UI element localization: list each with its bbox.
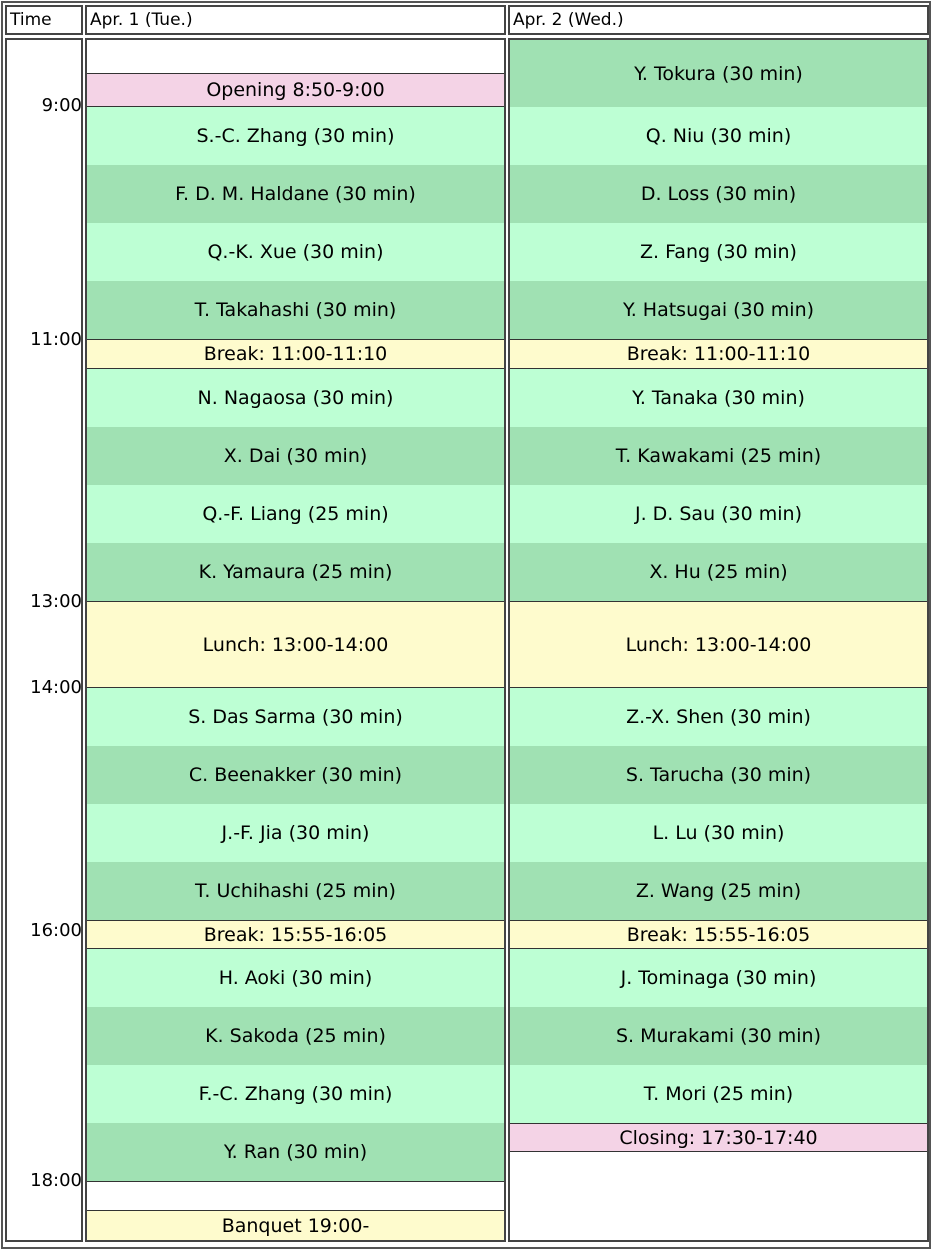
time-label-1300: 13:00	[30, 591, 82, 612]
time-label-1800: 18:00	[30, 1170, 82, 1191]
talk-block: D. Loss (30 min)	[510, 165, 927, 223]
talk-block: K. Yamaura (25 min)	[87, 543, 504, 601]
banquet-block: Banquet 19:00-	[87, 1210, 504, 1240]
break-block: Break: 15:55-16:05	[87, 920, 504, 949]
talk-block: S. Tarucha (30 min)	[510, 746, 927, 804]
talk-block: N. Nagaosa (30 min)	[87, 369, 504, 427]
opening-block: Opening 8:50-9:00	[87, 73, 504, 107]
day1-header: Apr. 1 (Tue.)	[85, 5, 506, 35]
time-column	[5, 38, 83, 1242]
break-block: Break: 15:55-16:05	[510, 920, 927, 949]
talk-block: T. Mori (25 min)	[510, 1065, 927, 1123]
talk-block: J. D. Sau (30 min)	[510, 485, 927, 543]
talk-block: K. Sakoda (25 min)	[87, 1007, 504, 1065]
time-label-0900: 9:00	[41, 95, 82, 116]
talk-block: S. Murakami (30 min)	[510, 1007, 927, 1065]
talk-block: F.-C. Zhang (30 min)	[87, 1065, 504, 1123]
day2-header: Apr. 2 (Wed.)	[508, 5, 929, 35]
talk-block: T. Takahashi (30 min)	[87, 281, 504, 339]
talk-block: C. Beenakker (30 min)	[87, 746, 504, 804]
day2-column	[508, 38, 929, 1242]
talk-block: Z.-X. Shen (30 min)	[510, 688, 927, 746]
talk-block: T. Uchihashi (25 min)	[87, 862, 504, 920]
talk-block: H. Aoki (30 min)	[87, 949, 504, 1007]
talk-block: Q.-F. Liang (25 min)	[87, 485, 504, 543]
talk-block: S. Das Sarma (30 min)	[87, 688, 504, 746]
talk-block: Z. Wang (25 min)	[510, 862, 927, 920]
talk-block: Y. Ran (30 min)	[87, 1123, 504, 1182]
talk-block: X. Dai (30 min)	[87, 427, 504, 485]
lunch-block: Lunch: 13:00-14:00	[87, 601, 504, 688]
talk-block: L. Lu (30 min)	[510, 804, 927, 862]
time-header: Time	[5, 5, 83, 35]
talk-block: S.-C. Zhang (30 min)	[87, 107, 504, 165]
talk-block: Q.-K. Xue (30 min)	[87, 223, 504, 281]
break-block: Break: 11:00-11:10	[510, 339, 927, 369]
time-label-1600: 16:00	[30, 920, 82, 941]
talk-block: X. Hu (25 min)	[510, 543, 927, 601]
talk-block: Y. Tanaka (30 min)	[510, 369, 927, 427]
talk-block: Z. Fang (30 min)	[510, 223, 927, 281]
time-label-1400: 14:00	[30, 677, 82, 698]
talk-block: J.-F. Jia (30 min)	[87, 804, 504, 862]
lunch-block: Lunch: 13:00-14:00	[510, 601, 927, 688]
talk-block: Y. Tokura (30 min)	[510, 40, 927, 107]
talk-block: Q. Niu (30 min)	[510, 107, 927, 165]
talk-block: T. Kawakami (25 min)	[510, 427, 927, 485]
closing-block: Closing: 17:30-17:40	[510, 1123, 927, 1152]
time-label-1100: 11:00	[30, 329, 82, 350]
day1-column	[85, 38, 506, 1242]
break-block: Break: 11:00-11:10	[87, 339, 504, 369]
talk-block: Y. Hatsugai (30 min)	[510, 281, 927, 339]
talk-block: F. D. M. Haldane (30 min)	[87, 165, 504, 223]
talk-block: J. Tominaga (30 min)	[510, 949, 927, 1007]
